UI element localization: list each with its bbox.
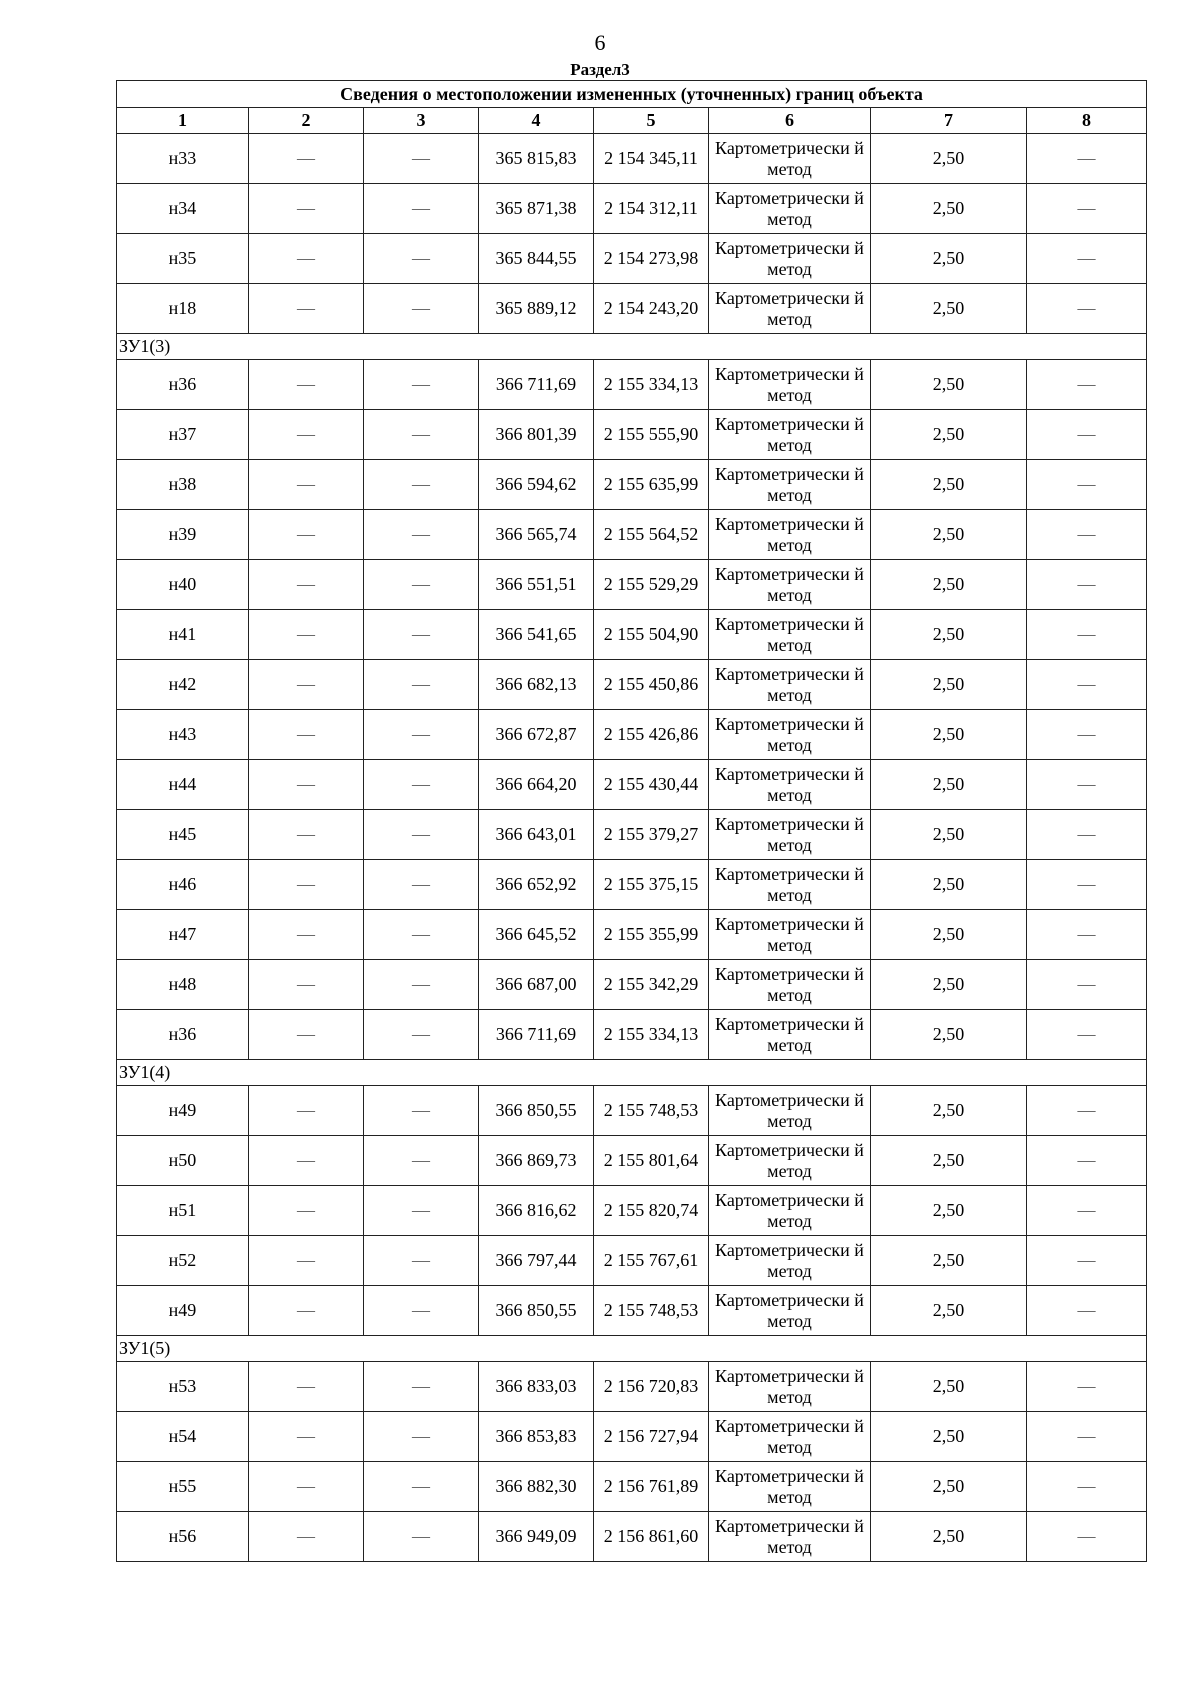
col2-cell: — [249, 610, 364, 660]
method-cell: Картометрически й метод [709, 1186, 871, 1236]
point-name-cell: н56 [117, 1512, 249, 1562]
x-coordinate-cell: 366 850,55 [479, 1086, 594, 1136]
accuracy-cell: 2,50 [871, 284, 1027, 334]
column-number: 5 [594, 108, 709, 134]
x-coordinate-cell: 366 541,65 [479, 610, 594, 660]
col8-cell: — [1027, 1136, 1147, 1186]
y-coordinate-cell: 2 155 767,61 [594, 1236, 709, 1286]
table-row [117, 1086, 1147, 1136]
point-name-cell: н53 [117, 1362, 249, 1412]
method-cell: Картометрически й метод [709, 1010, 871, 1060]
accuracy-cell: 2,50 [871, 860, 1027, 910]
x-coordinate-cell: 366 682,13 [479, 660, 594, 710]
col8-cell: — [1027, 660, 1147, 710]
y-coordinate-cell: 2 155 430,44 [594, 760, 709, 810]
x-coordinate-cell: 366 645,52 [479, 910, 594, 960]
accuracy-cell: 2,50 [871, 960, 1027, 1010]
table-caption: Сведения о местоположении измененных (уточненных) границ объекта [117, 81, 1147, 108]
col8-cell: — [1027, 1412, 1147, 1462]
col2-cell: — [249, 810, 364, 860]
group-label: ЗУ1(5) [117, 1336, 1147, 1362]
x-coordinate-cell: 366 949,09 [479, 1512, 594, 1562]
col2-cell: — [249, 960, 364, 1010]
accuracy-cell: 2,50 [871, 1462, 1027, 1512]
point-name-cell: н43 [117, 710, 249, 760]
method-cell: Картометрически й метод [709, 1462, 871, 1512]
x-coordinate-cell: 366 565,74 [479, 510, 594, 560]
x-coordinate-cell: 366 869,73 [479, 1136, 594, 1186]
table-row [117, 234, 1147, 284]
col2-cell: — [249, 1362, 364, 1412]
table-row [117, 1512, 1147, 1562]
accuracy-cell: 2,50 [871, 510, 1027, 560]
y-coordinate-cell: 2 154 243,20 [594, 284, 709, 334]
col2-cell: — [249, 660, 364, 710]
table-row [117, 860, 1147, 910]
col8-cell: — [1027, 810, 1147, 860]
accuracy-cell: 2,50 [871, 660, 1027, 710]
table-row [117, 1412, 1147, 1462]
table-row [117, 184, 1147, 234]
y-coordinate-cell: 2 155 450,86 [594, 660, 709, 710]
x-coordinate-cell: 365 844,55 [479, 234, 594, 284]
col3-cell: — [364, 1186, 479, 1236]
col3-cell: — [364, 360, 479, 410]
page-number: 6 [594, 30, 606, 55]
point-name-cell: н36 [117, 360, 249, 410]
col3-cell: — [364, 1010, 479, 1060]
col8-cell: — [1027, 760, 1147, 810]
column-number: 6 [709, 108, 871, 134]
table-row [117, 360, 1147, 410]
column-number: 8 [1027, 108, 1147, 134]
col2-cell: — [249, 1010, 364, 1060]
col3-cell: — [364, 610, 479, 660]
x-coordinate-cell: 365 889,12 [479, 284, 594, 334]
accuracy-cell: 2,50 [871, 1286, 1027, 1336]
point-name-cell: н47 [117, 910, 249, 960]
col8-cell: — [1027, 1286, 1147, 1336]
y-coordinate-cell: 2 155 342,29 [594, 960, 709, 1010]
col3-cell: — [364, 760, 479, 810]
col8-cell: — [1027, 1086, 1147, 1136]
group-row [117, 334, 1147, 360]
accuracy-cell: 2,50 [871, 1186, 1027, 1236]
point-name-cell: н49 [117, 1086, 249, 1136]
y-coordinate-cell: 2 154 312,11 [594, 184, 709, 234]
y-coordinate-cell: 2 155 555,90 [594, 410, 709, 460]
col3-cell: — [364, 1412, 479, 1462]
point-name-cell: н44 [117, 760, 249, 810]
y-coordinate-cell: 2 155 504,90 [594, 610, 709, 660]
method-cell: Картометрически й метод [709, 134, 871, 184]
table-row [117, 1186, 1147, 1236]
column-number: 1 [117, 108, 249, 134]
y-coordinate-cell: 2 154 273,98 [594, 234, 709, 284]
y-coordinate-cell: 2 154 345,11 [594, 134, 709, 184]
method-cell: Картометрически й метод [709, 284, 871, 334]
x-coordinate-cell: 365 871,38 [479, 184, 594, 234]
method-cell: Картометрически й метод [709, 1286, 871, 1336]
group-row [117, 1060, 1147, 1086]
column-number-row [117, 108, 1147, 134]
accuracy-cell: 2,50 [871, 1086, 1027, 1136]
column-number: 2 [249, 108, 364, 134]
y-coordinate-cell: 2 155 529,29 [594, 560, 709, 610]
col8-cell: — [1027, 1010, 1147, 1060]
accuracy-cell: 2,50 [871, 410, 1027, 460]
column-number: 3 [364, 108, 479, 134]
col8-cell: — [1027, 1236, 1147, 1286]
col3-cell: — [364, 810, 479, 860]
point-name-cell: н52 [117, 1236, 249, 1286]
table-caption-row [117, 81, 1147, 108]
accuracy-cell: 2,50 [871, 1412, 1027, 1462]
col3-cell: — [364, 1236, 479, 1286]
y-coordinate-cell: 2 155 426,86 [594, 710, 709, 760]
x-coordinate-cell: 365 815,83 [479, 134, 594, 184]
col2-cell: — [249, 1186, 364, 1236]
point-name-cell: н42 [117, 660, 249, 710]
method-cell: Картометрически й метод [709, 610, 871, 660]
accuracy-cell: 2,50 [871, 360, 1027, 410]
accuracy-cell: 2,50 [871, 134, 1027, 184]
col8-cell: — [1027, 610, 1147, 660]
table-body [117, 134, 1147, 1562]
accuracy-cell: 2,50 [871, 1010, 1027, 1060]
col8-cell: — [1027, 710, 1147, 760]
point-name-cell: н34 [117, 184, 249, 234]
method-cell: Картометрически й метод [709, 1236, 871, 1286]
col3-cell: — [364, 1362, 479, 1412]
col8-cell: — [1027, 360, 1147, 410]
x-coordinate-cell: 366 594,62 [479, 460, 594, 510]
point-name-cell: н33 [117, 134, 249, 184]
point-name-cell: н46 [117, 860, 249, 910]
col8-cell: — [1027, 184, 1147, 234]
y-coordinate-cell: 2 156 861,60 [594, 1512, 709, 1562]
method-cell: Картометрически й метод [709, 184, 871, 234]
col2-cell: — [249, 410, 364, 460]
col8-cell: — [1027, 860, 1147, 910]
point-name-cell: н50 [117, 1136, 249, 1186]
accuracy-cell: 2,50 [871, 610, 1027, 660]
col8-cell: — [1027, 134, 1147, 184]
point-name-cell: н41 [117, 610, 249, 660]
col3-cell: — [364, 1462, 479, 1512]
col3-cell: — [364, 660, 479, 710]
table-row [117, 284, 1147, 334]
y-coordinate-cell: 2 155 334,13 [594, 360, 709, 410]
col2-cell: — [249, 1236, 364, 1286]
method-cell: Картометрически й метод [709, 1362, 871, 1412]
accuracy-cell: 2,50 [871, 1362, 1027, 1412]
point-name-cell: н18 [117, 284, 249, 334]
col8-cell: — [1027, 234, 1147, 284]
method-cell: Картометрически й метод [709, 710, 871, 760]
col2-cell: — [249, 1286, 364, 1336]
col2-cell: — [249, 760, 364, 810]
group-row [117, 1336, 1147, 1362]
col3-cell: — [364, 960, 479, 1010]
section-title: Раздел3 [570, 60, 630, 79]
y-coordinate-cell: 2 155 379,27 [594, 810, 709, 860]
accuracy-cell: 2,50 [871, 460, 1027, 510]
accuracy-cell: 2,50 [871, 1236, 1027, 1286]
method-cell: Картометрически й метод [709, 660, 871, 710]
x-coordinate-cell: 366 882,30 [479, 1462, 594, 1512]
col3-cell: — [364, 410, 479, 460]
table-row [117, 810, 1147, 860]
accuracy-cell: 2,50 [871, 1512, 1027, 1562]
col3-cell: — [364, 460, 479, 510]
table-row [117, 510, 1147, 560]
col2-cell: — [249, 910, 364, 960]
method-cell: Картометрически й метод [709, 1412, 871, 1462]
accuracy-cell: 2,50 [871, 760, 1027, 810]
method-cell: Картометрически й метод [709, 410, 871, 460]
table-row [117, 1286, 1147, 1336]
accuracy-cell: 2,50 [871, 910, 1027, 960]
accuracy-cell: 2,50 [871, 234, 1027, 284]
col8-cell: — [1027, 1462, 1147, 1512]
col2-cell: — [249, 184, 364, 234]
col8-cell: — [1027, 1512, 1147, 1562]
method-cell: Картометрически й метод [709, 560, 871, 610]
y-coordinate-cell: 2 156 720,83 [594, 1362, 709, 1412]
accuracy-cell: 2,50 [871, 184, 1027, 234]
x-coordinate-cell: 366 711,69 [479, 1010, 594, 1060]
col2-cell: — [249, 460, 364, 510]
table-row [117, 910, 1147, 960]
col8-cell: — [1027, 1186, 1147, 1236]
table-row [117, 660, 1147, 710]
method-cell: Картометрически й метод [709, 960, 871, 1010]
col8-cell: — [1027, 910, 1147, 960]
method-cell: Картометрически й метод [709, 460, 871, 510]
table-row [117, 1462, 1147, 1512]
col2-cell: — [249, 134, 364, 184]
x-coordinate-cell: 366 652,92 [479, 860, 594, 910]
method-cell: Картометрически й метод [709, 810, 871, 860]
col3-cell: — [364, 710, 479, 760]
method-cell: Картометрически й метод [709, 234, 871, 284]
col2-cell: — [249, 1412, 364, 1462]
col8-cell: — [1027, 960, 1147, 1010]
table-row [117, 1136, 1147, 1186]
col2-cell: — [249, 860, 364, 910]
col2-cell: — [249, 360, 364, 410]
col3-cell: — [364, 560, 479, 610]
col3-cell: — [364, 234, 479, 284]
y-coordinate-cell: 2 155 355,99 [594, 910, 709, 960]
col3-cell: — [364, 184, 479, 234]
point-name-cell: н36 [117, 1010, 249, 1060]
y-coordinate-cell: 2 155 820,74 [594, 1186, 709, 1236]
column-number: 7 [871, 108, 1027, 134]
col8-cell: — [1027, 510, 1147, 560]
table-row [117, 410, 1147, 460]
method-cell: Картометрически й метод [709, 860, 871, 910]
point-name-cell: н35 [117, 234, 249, 284]
table-row [117, 460, 1147, 510]
col2-cell: — [249, 1462, 364, 1512]
table-row [117, 134, 1147, 184]
col3-cell: — [364, 1086, 479, 1136]
method-cell: Картометрически й метод [709, 1136, 871, 1186]
table-row [117, 610, 1147, 660]
x-coordinate-cell: 366 816,62 [479, 1186, 594, 1236]
group-label: ЗУ1(4) [117, 1060, 1147, 1086]
col2-cell: — [249, 234, 364, 284]
group-label: ЗУ1(3) [117, 334, 1147, 360]
x-coordinate-cell: 366 711,69 [479, 360, 594, 410]
col8-cell: — [1027, 410, 1147, 460]
y-coordinate-cell: 2 156 761,89 [594, 1462, 709, 1512]
x-coordinate-cell: 366 664,20 [479, 760, 594, 810]
y-coordinate-cell: 2 155 564,52 [594, 510, 709, 560]
table-row [117, 760, 1147, 810]
accuracy-cell: 2,50 [871, 810, 1027, 860]
table-row [117, 1362, 1147, 1412]
point-name-cell: н39 [117, 510, 249, 560]
point-name-cell: н37 [117, 410, 249, 460]
point-name-cell: н45 [117, 810, 249, 860]
method-cell: Картометрически й метод [709, 910, 871, 960]
table-row [117, 710, 1147, 760]
point-name-cell: н54 [117, 1412, 249, 1462]
point-name-cell: н49 [117, 1286, 249, 1336]
point-name-cell: н51 [117, 1186, 249, 1236]
x-coordinate-cell: 366 797,44 [479, 1236, 594, 1286]
table-row [117, 1010, 1147, 1060]
x-coordinate-cell: 366 833,03 [479, 1362, 594, 1412]
y-coordinate-cell: 2 155 801,64 [594, 1136, 709, 1186]
x-coordinate-cell: 366 643,01 [479, 810, 594, 860]
col2-cell: — [249, 510, 364, 560]
col3-cell: — [364, 134, 479, 184]
accuracy-cell: 2,50 [871, 560, 1027, 610]
method-cell: Картометрически й метод [709, 760, 871, 810]
y-coordinate-cell: 2 155 375,15 [594, 860, 709, 910]
col2-cell: — [249, 560, 364, 610]
table-row [117, 1236, 1147, 1286]
col8-cell: — [1027, 1362, 1147, 1412]
col8-cell: — [1027, 460, 1147, 510]
table-row [117, 560, 1147, 610]
boundary-coordinates-table [116, 80, 1147, 1562]
column-number: 4 [479, 108, 594, 134]
col3-cell: — [364, 1512, 479, 1562]
col3-cell: — [364, 1136, 479, 1186]
method-cell: Картометрически й метод [709, 1512, 871, 1562]
x-coordinate-cell: 366 850,55 [479, 1286, 594, 1336]
col3-cell: — [364, 510, 479, 560]
col2-cell: — [249, 284, 364, 334]
y-coordinate-cell: 2 155 635,99 [594, 460, 709, 510]
col3-cell: — [364, 860, 479, 910]
col3-cell: — [364, 910, 479, 960]
col8-cell: — [1027, 284, 1147, 334]
y-coordinate-cell: 2 155 334,13 [594, 1010, 709, 1060]
col3-cell: — [364, 1286, 479, 1336]
point-name-cell: н40 [117, 560, 249, 610]
method-cell: Картометрически й метод [709, 510, 871, 560]
col2-cell: — [249, 1086, 364, 1136]
x-coordinate-cell: 366 853,83 [479, 1412, 594, 1462]
x-coordinate-cell: 366 801,39 [479, 410, 594, 460]
point-name-cell: н55 [117, 1462, 249, 1512]
method-cell: Картометрически й метод [709, 1086, 871, 1136]
table-row [117, 960, 1147, 1010]
x-coordinate-cell: 366 687,00 [479, 960, 594, 1010]
method-cell: Картометрически й метод [709, 360, 871, 410]
y-coordinate-cell: 2 155 748,53 [594, 1086, 709, 1136]
y-coordinate-cell: 2 156 727,94 [594, 1412, 709, 1462]
col3-cell: — [364, 284, 479, 334]
col2-cell: — [249, 1512, 364, 1562]
col2-cell: — [249, 1136, 364, 1186]
col8-cell: — [1027, 560, 1147, 610]
y-coordinate-cell: 2 155 748,53 [594, 1286, 709, 1336]
accuracy-cell: 2,50 [871, 1136, 1027, 1186]
point-name-cell: н38 [117, 460, 249, 510]
col2-cell: — [249, 710, 364, 760]
accuracy-cell: 2,50 [871, 710, 1027, 760]
x-coordinate-cell: 366 551,51 [479, 560, 594, 610]
point-name-cell: н48 [117, 960, 249, 1010]
x-coordinate-cell: 366 672,87 [479, 710, 594, 760]
